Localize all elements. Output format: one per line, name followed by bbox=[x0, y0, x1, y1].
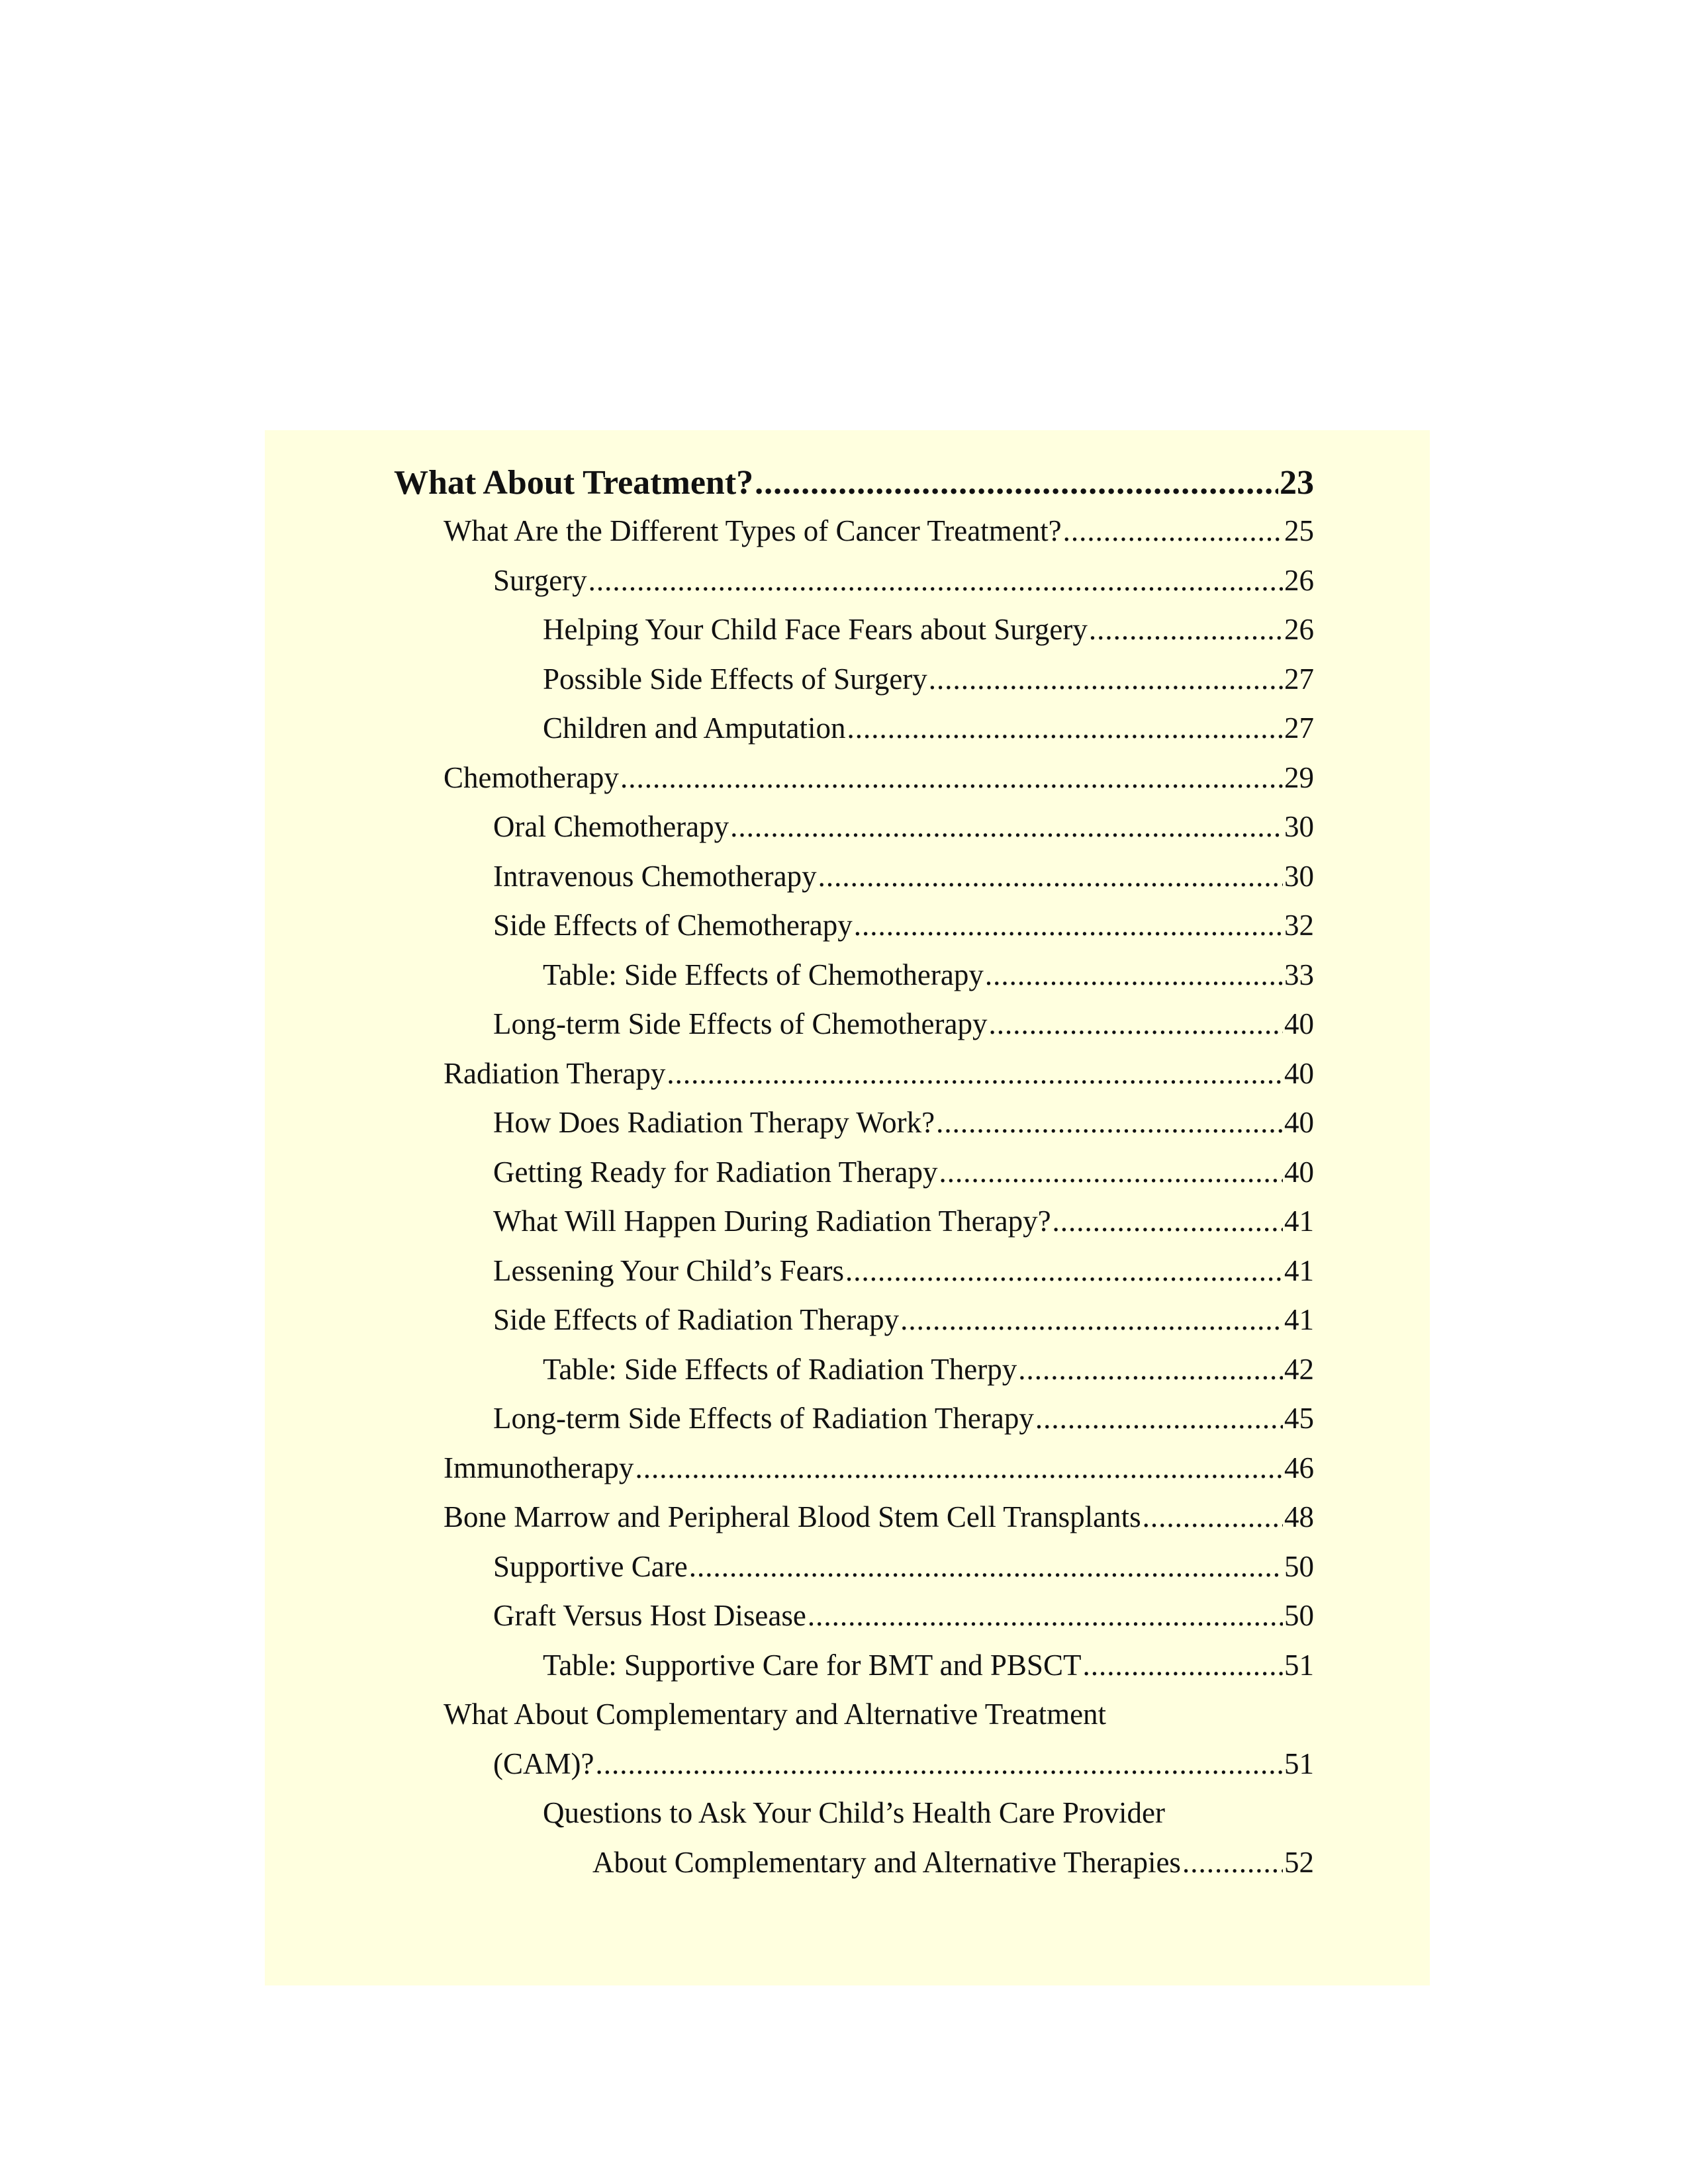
toc-entry-title: How Does Radiation Therapy Work? bbox=[493, 1106, 935, 1139]
toc-page-number: 52 bbox=[1284, 1845, 1314, 1879]
toc-dot-leader bbox=[1018, 1352, 1283, 1387]
toc-entry[interactable] bbox=[394, 859, 1314, 909]
toc-dot-leader bbox=[1082, 1648, 1283, 1682]
toc-entry-title: Possible Side Effects of Surgery bbox=[543, 662, 927, 696]
toc-dot-leader bbox=[847, 711, 1283, 745]
toc-dot-leader bbox=[689, 1549, 1283, 1584]
toc-entry-title: Graft Versus Host Disease bbox=[493, 1599, 806, 1632]
toc-page-number: 32 bbox=[1284, 909, 1314, 942]
toc-page-number: 25 bbox=[1284, 514, 1314, 547]
toc-entry[interactable] bbox=[394, 760, 1314, 810]
toc-entry[interactable] bbox=[394, 1549, 1314, 1599]
toc-entry-title: Supportive Care bbox=[493, 1549, 688, 1583]
toc-dot-leader bbox=[900, 1302, 1283, 1337]
toc-dot-leader bbox=[936, 1105, 1283, 1140]
toc-entry-title: What About Treatment? bbox=[394, 464, 754, 502]
table-of-contents bbox=[394, 463, 1314, 1894]
toc-page-number: 45 bbox=[1284, 1402, 1314, 1435]
toc-entry[interactable] bbox=[394, 1451, 1314, 1500]
toc-entry-title: What Are the Different Types of Cancer Treatment? bbox=[444, 514, 1062, 547]
toc-entry-title: Long-term Side Effects of Radiation Therapy bbox=[493, 1402, 1034, 1435]
toc-page-number: 41 bbox=[1284, 1205, 1314, 1238]
toc-dot-leader bbox=[1063, 514, 1283, 548]
toc-page-number: 40 bbox=[1284, 1106, 1314, 1139]
toc-page-number: 30 bbox=[1284, 859, 1314, 893]
toc-dot-leader bbox=[588, 563, 1283, 598]
toc-entry-title: Table: Side Effects of Chemotherapy bbox=[543, 958, 984, 991]
toc-entry[interactable] bbox=[394, 1253, 1314, 1303]
toc-entry[interactable] bbox=[394, 662, 1314, 711]
toc-page-number: 40 bbox=[1284, 1056, 1314, 1090]
toc-page-number: 23 bbox=[1280, 464, 1314, 502]
toc-entry-title: Oral Chemotherapy bbox=[493, 810, 729, 843]
toc-dot-leader bbox=[1035, 1401, 1283, 1435]
toc-page-number: 26 bbox=[1284, 563, 1314, 597]
toc-entry[interactable] bbox=[394, 1747, 1314, 1796]
toc-page-number: 27 bbox=[1284, 711, 1314, 745]
toc-entry[interactable] bbox=[394, 1697, 1314, 1747]
toc-entry-title: Side Effects of Radiation Therapy bbox=[493, 1303, 900, 1336]
toc-dot-leader bbox=[620, 760, 1283, 795]
toc-dot-leader bbox=[755, 463, 1278, 502]
toc-page-number: 29 bbox=[1284, 760, 1314, 794]
toc-entry[interactable] bbox=[394, 1598, 1314, 1648]
toc-page-number: 46 bbox=[1284, 1451, 1314, 1484]
toc-entry[interactable] bbox=[394, 514, 1314, 563]
toc-entry-title: Lessening Your Child’s Fears bbox=[493, 1253, 845, 1287]
toc-dot-leader bbox=[988, 1007, 1283, 1041]
toc-page-number: 41 bbox=[1284, 1303, 1314, 1336]
toc-entry[interactable] bbox=[394, 1401, 1314, 1451]
toc-entry[interactable] bbox=[394, 1302, 1314, 1352]
toc-section-heading[interactable] bbox=[394, 463, 1314, 514]
toc-page-number: 50 bbox=[1284, 1549, 1314, 1583]
toc-dot-leader bbox=[929, 662, 1283, 696]
toc-dot-leader bbox=[818, 859, 1283, 893]
toc-page-number: 48 bbox=[1284, 1500, 1314, 1533]
toc-dot-leader bbox=[595, 1747, 1283, 1781]
toc-page-number: 50 bbox=[1284, 1599, 1314, 1632]
toc-dot-leader bbox=[667, 1056, 1283, 1091]
toc-entry-title: Radiation Therapy bbox=[444, 1056, 666, 1090]
toc-entry-title: Table: Side Effects of Radiation Therpy bbox=[543, 1352, 1017, 1386]
toc-page-number: 26 bbox=[1284, 613, 1314, 646]
toc-entry-title: About Complementary and Alternative Therapies bbox=[592, 1845, 1181, 1879]
toc-entry[interactable] bbox=[394, 908, 1314, 958]
toc-entry[interactable] bbox=[394, 1500, 1314, 1549]
toc-entry-title: Surgery bbox=[493, 563, 587, 597]
toc-entry[interactable] bbox=[394, 1056, 1314, 1106]
toc-entry[interactable] bbox=[394, 1352, 1314, 1402]
toc-entry[interactable] bbox=[394, 1204, 1314, 1253]
toc-entry-title: What Will Happen During Radiation Therapy? bbox=[493, 1205, 1051, 1238]
toc-entry-title: Intravenous Chemotherapy bbox=[493, 859, 817, 893]
toc-dot-leader bbox=[1143, 1500, 1283, 1534]
toc-page-number: 51 bbox=[1284, 1747, 1314, 1780]
toc-entry-title: Immunotherapy bbox=[444, 1451, 634, 1484]
toc-dot-leader bbox=[635, 1451, 1283, 1485]
toc-page-number: 42 bbox=[1284, 1352, 1314, 1386]
toc-entry[interactable] bbox=[394, 612, 1314, 662]
toc-entry-title: Bone Marrow and Peripheral Blood Stem Cell Transplants bbox=[444, 1500, 1141, 1533]
toc-entry[interactable] bbox=[394, 958, 1314, 1007]
toc-entry-title: Table: Supportive Care for BMT and PBSCT bbox=[543, 1648, 1082, 1682]
toc-page-number: 40 bbox=[1284, 1155, 1314, 1189]
toc-page-number: 51 bbox=[1284, 1648, 1314, 1682]
toc-page-number: 40 bbox=[1284, 1007, 1314, 1040]
toc-entry[interactable] bbox=[394, 809, 1314, 859]
toc-dot-leader bbox=[808, 1598, 1283, 1633]
toc-dot-leader bbox=[985, 958, 1283, 992]
toc-dot-leader bbox=[730, 809, 1283, 844]
toc-entry[interactable] bbox=[394, 563, 1314, 613]
toc-entry-title: (CAM)? bbox=[493, 1747, 594, 1780]
toc-entry-title: Questions to Ask Your Child’s Health Care Provider bbox=[543, 1796, 1165, 1829]
toc-entry-title: Children and Amputation bbox=[543, 711, 846, 745]
toc-entry-title: Getting Ready for Radiation Therapy bbox=[493, 1155, 938, 1189]
toc-entry-title: Chemotherapy bbox=[444, 760, 619, 794]
toc-entry[interactable] bbox=[394, 1648, 1314, 1698]
toc-entry[interactable] bbox=[394, 1845, 1314, 1895]
toc-entry[interactable] bbox=[394, 711, 1314, 760]
toc-page-number: 30 bbox=[1284, 810, 1314, 843]
toc-page-number: 41 bbox=[1284, 1253, 1314, 1287]
toc-entry[interactable] bbox=[394, 1155, 1314, 1205]
toc-dot-leader bbox=[854, 908, 1283, 942]
toc-page-number: 33 bbox=[1284, 958, 1314, 991]
toc-entry[interactable] bbox=[394, 1007, 1314, 1056]
toc-panel bbox=[265, 430, 1430, 1985]
toc-dot-leader bbox=[845, 1253, 1283, 1288]
toc-page-number: 27 bbox=[1284, 662, 1314, 696]
toc-dot-leader bbox=[1053, 1204, 1283, 1238]
toc-dot-leader bbox=[1182, 1845, 1283, 1880]
toc-entry-title: Side Effects of Chemotherapy bbox=[493, 909, 853, 942]
toc-entry-title: Long-term Side Effects of Chemotherapy bbox=[493, 1007, 988, 1040]
toc-entry-title: Helping Your Child Face Fears about Surgery bbox=[543, 613, 1088, 646]
toc-entry[interactable] bbox=[394, 1796, 1314, 1845]
toc-dot-leader bbox=[1089, 612, 1283, 647]
toc-entry-title: What About Complementary and Alternative Treatment bbox=[444, 1698, 1107, 1731]
toc-dot-leader bbox=[939, 1155, 1283, 1189]
toc-entry[interactable] bbox=[394, 1105, 1314, 1155]
